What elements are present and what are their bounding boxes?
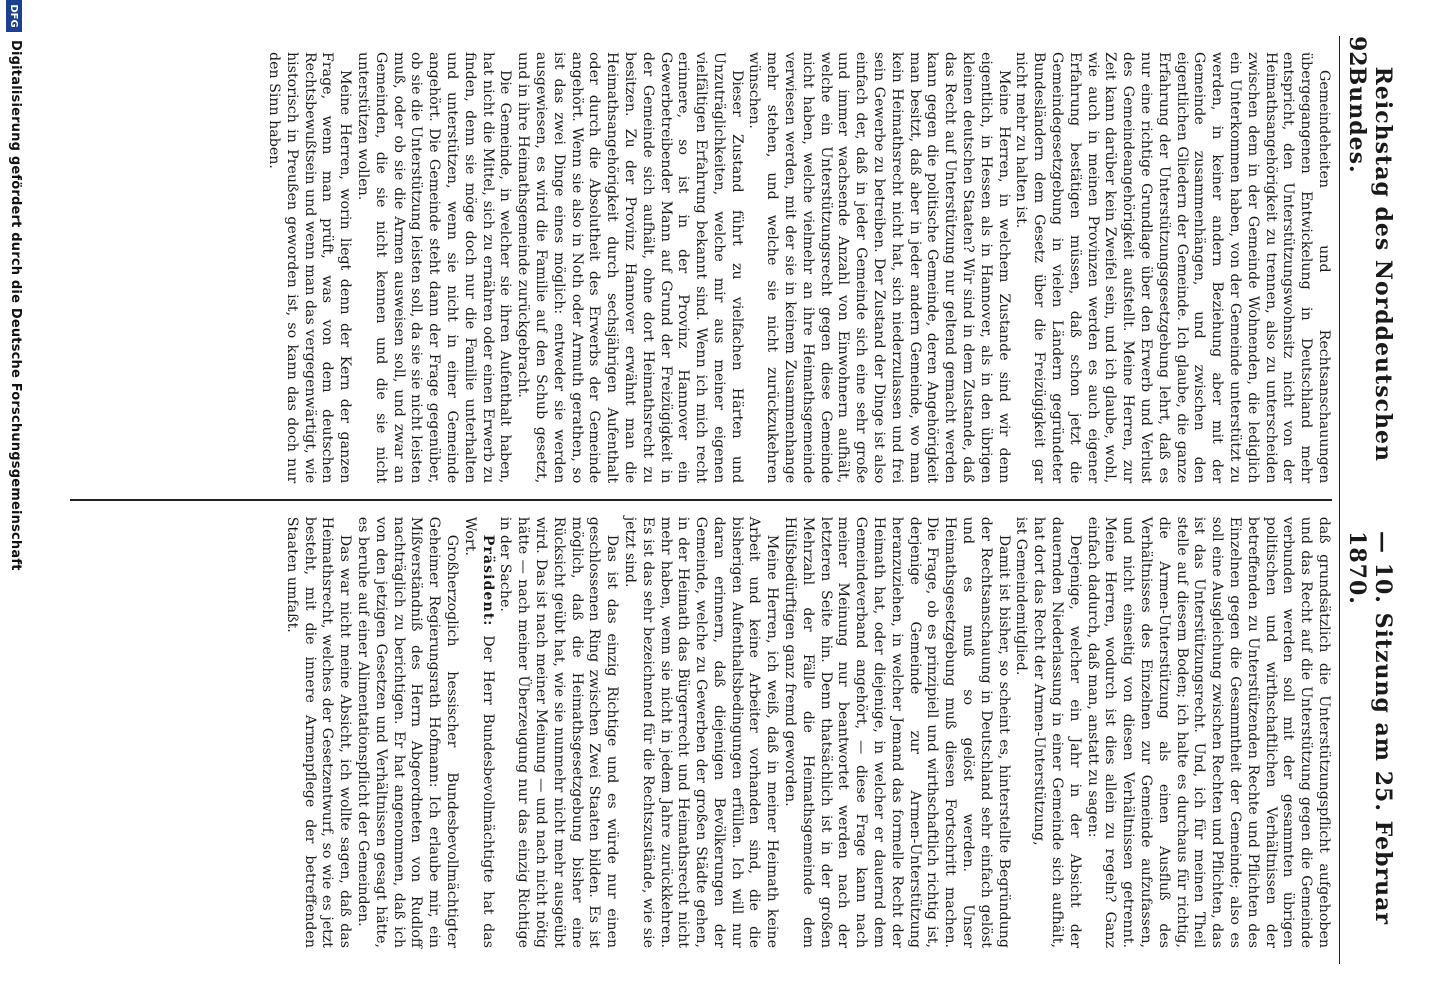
paragraph: Meine Herren, in welchem Zustande sind wir denn eigentlich, in Hessen als in Hannover, als in den übrigen kleinen deutschen Staaten? Wir sind in dem Zustande, daß das Recht auf Unterstützung nur geltend gemacht werden kann gegen die politische Gemeinde, deren Angehörigkeit man besitzt, daß aber in jeder andern Gemeinde, wo man kein Heimathsrecht nicht hat, sich niederzulassen und frei sein Gewerbe zu betreiben. Der Zustand der Dinge ist also einfach der, daß in jeder Gemeinde sich eine sehr große und immer wachsende Anzahl von Einwohnern aufhält, welche ein Unterstützungsrecht gegen diese Gemeinde nicht haben, welche vielmehr an ihre Heimathsgemeinde verwiesen werden, mit der sie in keinem Zusammenhange mehr stehen, und welche sie nicht zurückzukehren wünschen. — [746, 52, 1012, 484]
dfg-logo: DFG — [6, 0, 22, 32]
paragraph: Großherzoglich hessischer Bundesbevollmächtigter Geheimer Regierungsrath Hofmann: Ich erlaube mir, ein Mißverständniß des Herrn Abgeordneten von Rudloff nachträglich zu berichtigen. Er hat angenommen, daß ich von den jetzigen Gesetzen und Verhältnissen gesagt hätte, es beruhe auf einer Alimentationspflicht der Gemeinden. — [354, 516, 460, 948]
paragraph: ist Gemeindemitglied. — [1013, 516, 1030, 676]
page-header — [1339, 36, 1396, 964]
left-column — [70, 36, 1332, 499]
paragraph: Das ist das einzig Richtige und es würde nur einen geschlossenen Ring zwischen Zwei Staaten bilden. Es ist möglich, daß die Heimathsgesetzgebung bisher eine Rücksicht geübt hat, wie sie nunmehr nicht mehr ausgeübt wird. Das ist nach meiner Meinung — und nach nicht nötig hätte — nach meiner Überzeugung nur das einzig Richtige in der Sache. — [497, 516, 621, 948]
running-title: Reichstag des Norddeutschen Bundes. — [1344, 66, 1396, 462]
paragraph: Meine Herren, ich weiß, daß in meiner Heimath keine Arbeit und keine Arbeiter vorhanden sind, die die bisherigen Aufenthaltsbedingungen erfüllen. Ich will nur daran erinnern, daß diejenigen Bevölkerungen der Gemeinde, welche zu Gewerben der großen Städte gehen, in der Heimath das Bürgerrecht und Heimathsrecht nicht mehr haben, wenn sie nicht in jedem Jahre zurückkehren. Es ist das sehr bezeichnend für die Rechtszustände, wie sie jetzt sind. — [621, 516, 781, 948]
right-column — [70, 501, 1332, 964]
speaker-label: Präsident: — [479, 534, 496, 627]
paragraph: daß grundsätzlich die Unterstützungspflicht aufgehoben und das Recht auf die Unterstützung gegen die Gemeinde verbunden werden soll mit der gesammten übrigen politischen und wirthschaftlichen Verhältnissen der betreffenden zu Unterstützenden Rechte und Pflichten des Einzelnen gegen die Gesammtheit der Gemeinde; also es soll eine Ausgleichung zwischen Rechten und Pflichten, das ist das Unterstützungsrecht. Und, ich für meinen Theil stelle auf diesem Boden; ich halte es durchaus für richtig, die Armen-Unterstützung als einen Ausfluß des Verhältnisses des Einzelnen zur Gemeinde aufzufassen, und nicht einseitig von diesen Verhältnissen getrennt. Meine Herren, wodurch ist dies allein zu regeln? Ganz einfach dadurch, daß man, anstatt zu sagen: — [1084, 516, 1332, 948]
session-title: — 10. Sitzung am 25. Februar 1870. — [1344, 531, 1396, 925]
digitization-credit: Digitalisierung gefördert durch die Deutsche Forschungsgemeinschaft — [8, 40, 23, 571]
paragraph: Die Gemeinde, in welcher sie ihren Aufenthalt haben, hat nicht die Mittel, sich zu ernähren oder einen Erwerb zu finden, denn sie möge doch nur die Familie unterhalten und unterstützen, wenn sie nicht in einer Gemeinde angehört. Die Gemeinde steht dann der Frage gegenüber, ob sie die Unterstützung leisten soll, da sie sie nicht leisten muß, oder ob sie die Armen ausweisen soll, und zwar an Gemeinden, die sie nicht kennen und die sie nicht unterstützen wollen. — [354, 52, 514, 484]
text-columns — [70, 36, 1332, 964]
speaker-paragraph — [460, 517, 496, 948]
quoted-paragraph: Derjenige, welcher ein Jahr in der Absicht der dauernden Niederlassung in einer Gemeinde sich aufhält, hat dort das Recht der Armen-Unterstützung, — [1031, 516, 1083, 948]
paragraph: Damit ist bisher, so scheint es, hinterstellte Begründung der Rechtsanschauung in Deutschland sehr einfach gelöst und es muß so gelöst werden. Unser Heimathsgesetzgebung muß diesen Fortschritt machen. Die Frage, ob es prinzipiell und wirthschaftlich richtig ist, derjenige Gemeinde zur Armen-Unterstützung heranzuziehen, in welcher Jemand das formelle Recht der Heimath hat, oder diejenige, in welcher er dauernd dem Gemeindeverband angehört, — diese Frage kann nach meiner Meinung nur beantwortet werden nach der letzteren Seite hin. Denn thatsächlich ist in der großen Mehrzahl der Fälle die Heimathsgemeinde dem Hülfsbedürftigen ganz fremd geworden. — [782, 516, 1012, 948]
paragraph: Meine Herren, worin liegt denn der Kern der ganzen Frage, wenn man prüft, was von dem deutschen Rechtsbewußtsein und wenn man das vergegenwärtigt, wie historisch in Preußen geworden ist, so kann das doch nur den Sinn haben. — [265, 52, 354, 484]
paragraph: Dieser Zustand führt zu vielfachen Härten und Unzuträglichkeiten, welche mir aus meiner eigenen vielfältigen Erfahrung bekannt sind. Wenn ich mich recht erinnere, so ist in der Provinz Hannover ein Gewerbetreibender Mann auf Grund der Freizügigkeit in der Gemeinde sich aufhält, ohne dort Heimathsrecht zu besitzen. Zu der Provinz Hannover erwähnt man die Heimathsangehörigkeit durch sechsjährigen Aufenthalt oder durch die Absolutheit des Erwerbs der Gemeinde angehört. Wenn sie also in Noth oder Armuth gerathen, so ist das zwei Dinge eines möglich: entweder sie werden ausgewiesen, es wird die Familie auf den Schub gesetzt, und in ihre Heimathsgemeinde zurückgebracht. — [515, 52, 745, 484]
speaker-text: Der Herr Bundesbevollmächtigte hat das Wort. — [461, 516, 496, 948]
page-number: 92 — [1344, 36, 1370, 67]
paragraph: Gemeindeheiten und Rechtsanschauungen übergegangenen Entwickelung in Deutschland mehr entspricht, den Unterstützungswohnsitz nicht von der Heimathsangehörigkeit zu trennen, also zu unterscheiden zwischen dem in der Gemeinde Wohnenden, die lediglich ein Unterkommen haben, von der Gemeinde unterstützt zu werden, in keiner andern Beziehung aber mit der Gemeinde zusammenhängen, und zwischen den eigentlichen Gliedern der Gemeinde. Ich glaube, die ganze Erfahrung der Unterstützungsgesetzgebung lehrt, daß es nur eine richtige Grundlage über den Erwerb und Verlust des Gemeindeangehörigkeit aufstellt. Meine Herren, zur Zeit kann darüber kein Zweifel sein, und ich glaube, wohl, wie auch in meinen Provinzen werden es auch eigener Erfahrung bestätigen müssen, daß schon jetzt die Gemeindegesetzgebung in vielen Ländern gegründeter Bundesländern dem Gesetz über die Freizügigkeit gar nicht mehr zu halten ist. — [1013, 52, 1332, 484]
paragraph: Das war nicht meine Absicht, ich wollte sagen, daß das Heimathsrecht, welches der Gesetzentwurf, so wie es jetzt besteht, mit die innere Armenpflege der betreffenden Staaten umfaßt. — [283, 516, 354, 948]
